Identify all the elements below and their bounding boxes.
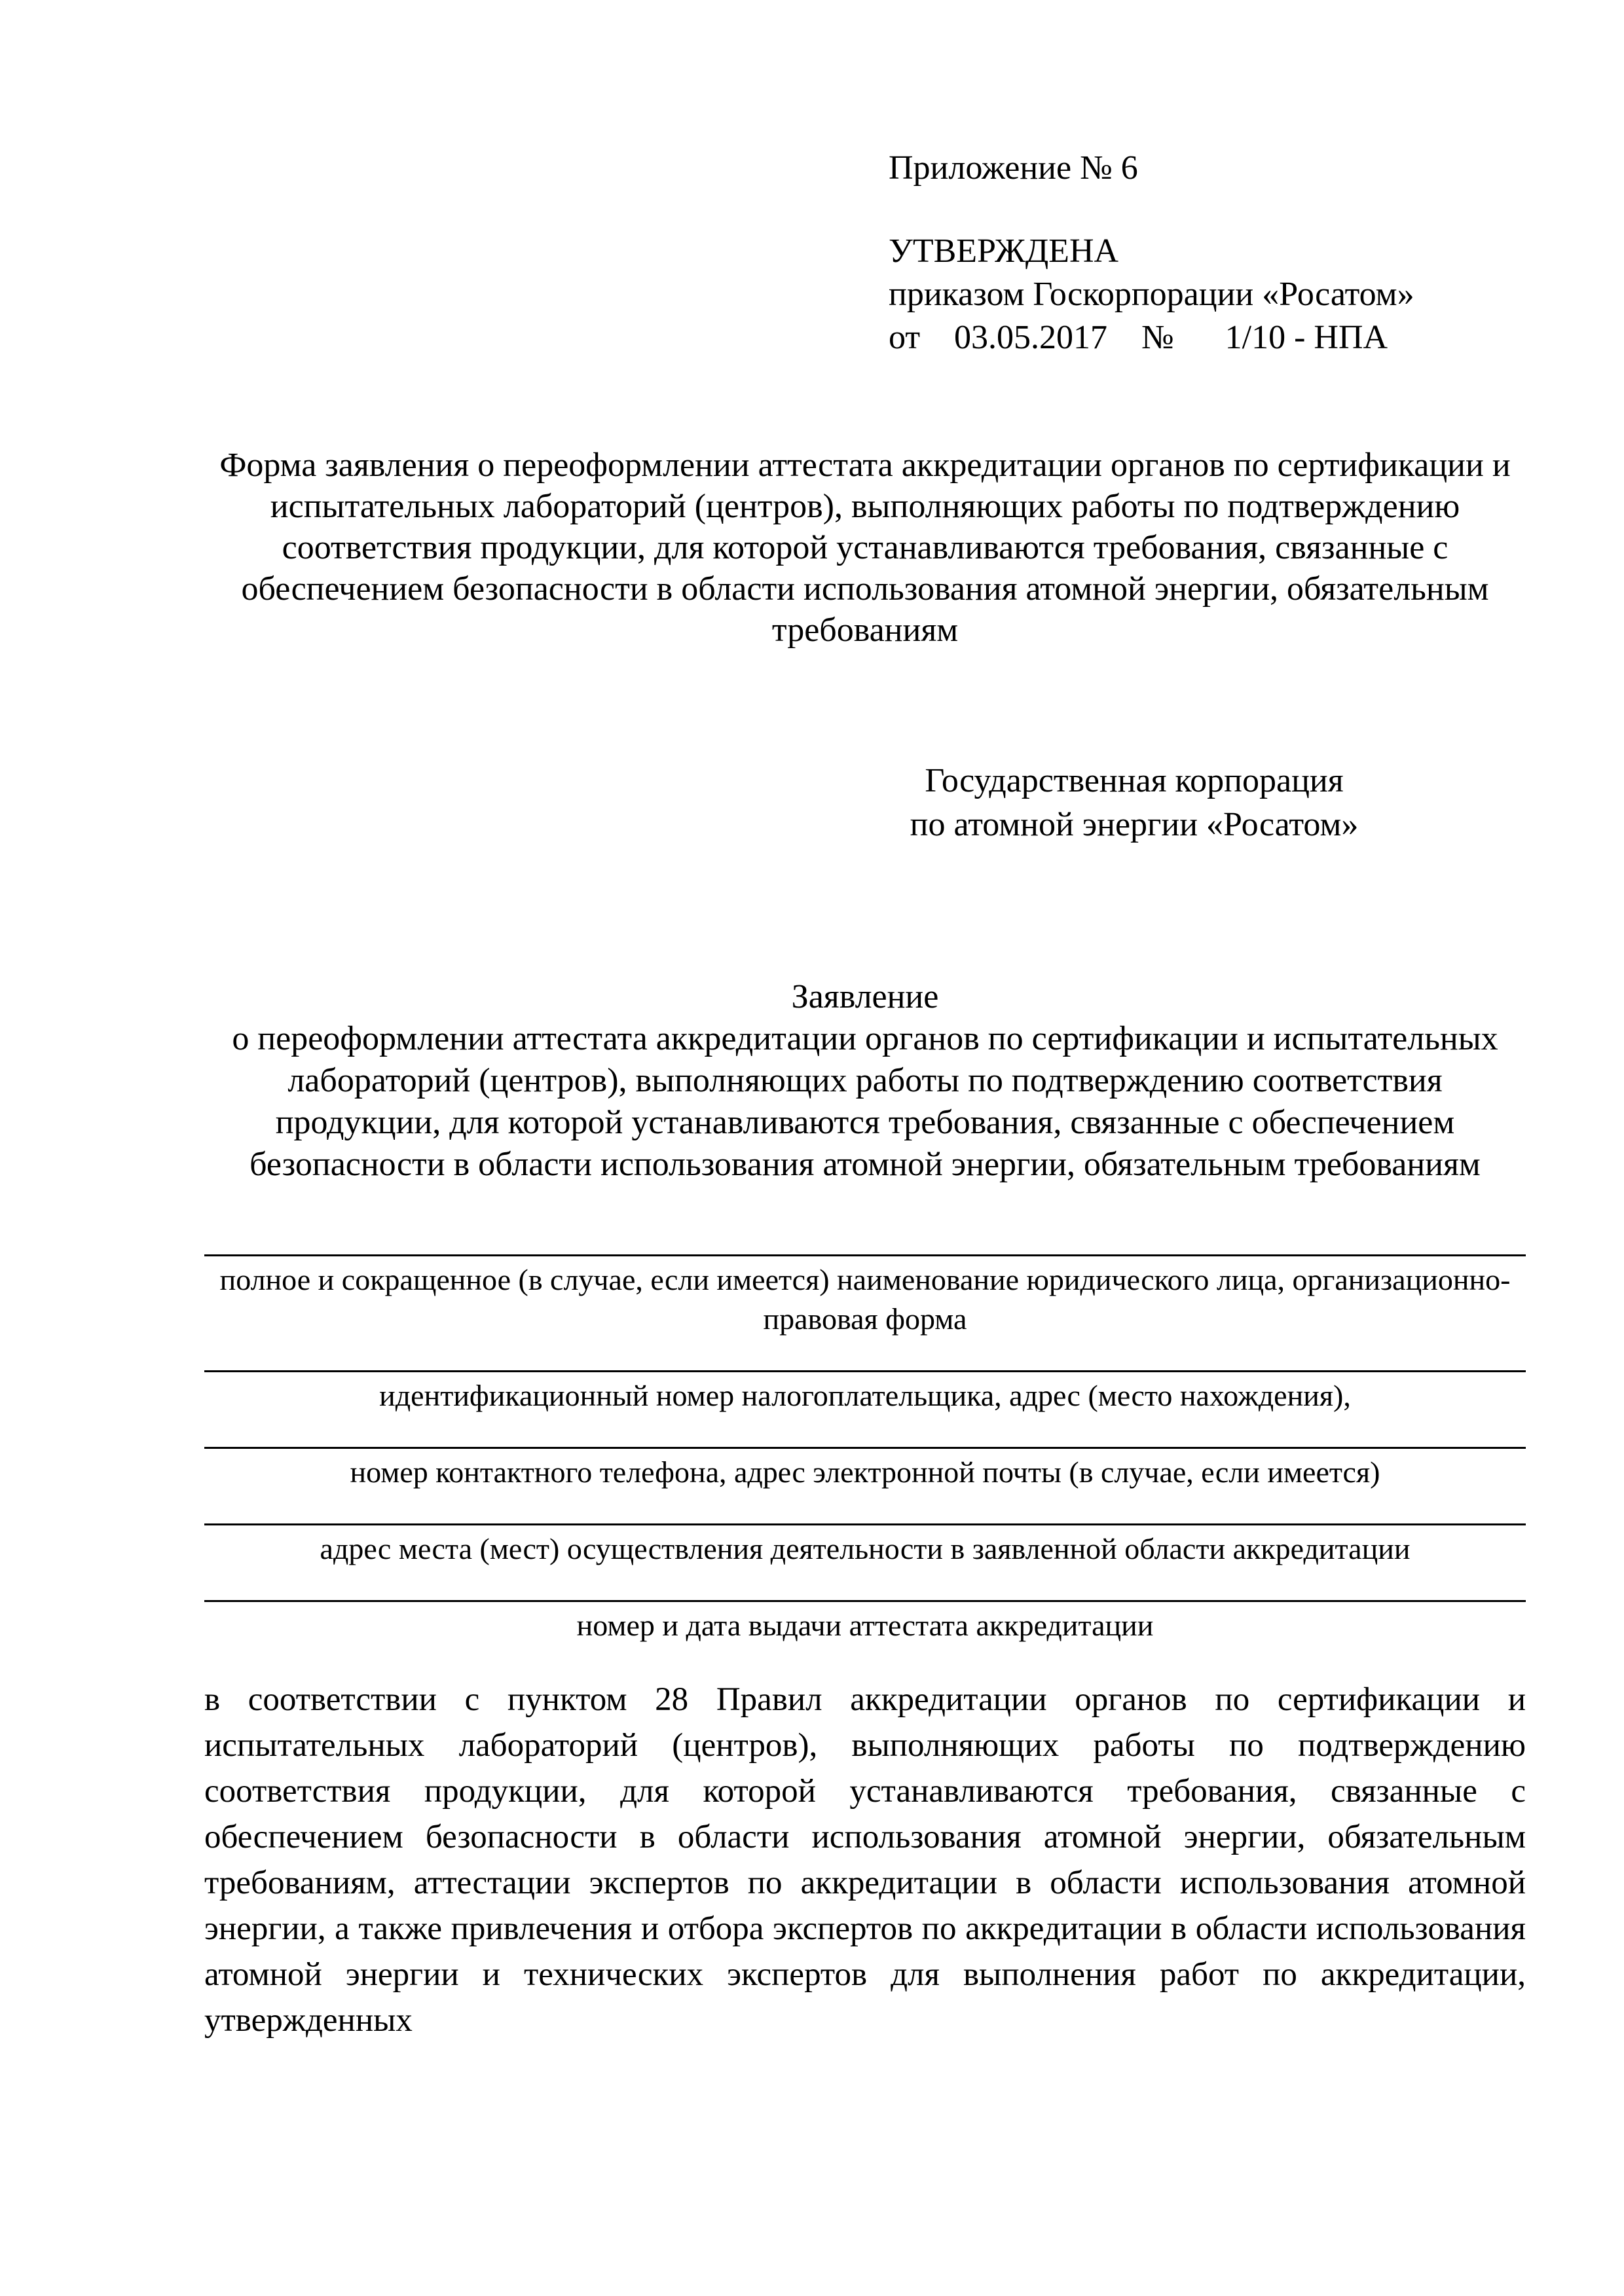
approval-title: УТВЕРЖДЕНА bbox=[889, 232, 1119, 270]
field-blank-line bbox=[204, 1370, 1526, 1372]
addressee-line-1: Государственная корпорация bbox=[925, 762, 1344, 799]
form-field-inn-address bbox=[204, 1370, 1526, 1415]
approval-block bbox=[889, 230, 1526, 359]
field-blank-line bbox=[204, 1254, 1526, 1256]
field-caption-legal-name: полное и сокращенное (в случае, если имеется) наименование юридического лица, организационно-правовая форма bbox=[219, 1263, 1511, 1336]
appendix-label: Приложение № 6 bbox=[889, 149, 1138, 187]
document-content bbox=[204, 147, 1526, 2043]
field-caption-certificate-number: номер и дата выдачи аттестата аккредитации bbox=[576, 1609, 1154, 1642]
field-blank-line bbox=[204, 1600, 1526, 1602]
addressee-block bbox=[866, 759, 1403, 847]
form-title: Форма заявления о переоформлении аттестата аккредитации органов по сертификации и испытательных лабораторий (центров), выполняющих работы по подтверждению соответствия продукции, для которой устанавливаются требования, связанные с обеспечением безопасности в области использования атомной энергии, обязательным требованиям bbox=[219, 446, 1511, 649]
form-field-legal-name bbox=[204, 1254, 1526, 1339]
body-paragraph: в соответствии с пунктом 28 Правил аккредитации органов по сертификации и испытательных лабораторий (центров), выполняющих работы по подтверждению соответствия продукции, для которой устанавливаются требования, связанные с обеспечением безопасности в области использования атомной энергии, обязательным требованиям, аттестации экспертов по аккредитации в области использования атомной энергии, а также привлечения и отбора экспертов по аккредитации в области использования атомной энергии и технических экспертов для выполнения работ по аккредитации, утвержденных bbox=[204, 1681, 1526, 2039]
field-caption-inn-address: идентификационный номер налогоплательщика, адрес (место нахождения), bbox=[379, 1379, 1351, 1412]
statement-block bbox=[204, 976, 1526, 1186]
statement-subtitle: о переоформлении аттестата аккредитации органов по сертификации и испытательных лабораторий (центров), выполняющих работы по подтверждению соответствия продукции, для которой устанавливаются требования, связанные с обеспечением безопасности в области использования атомной энергии, обязательным требованиям bbox=[232, 1020, 1498, 1183]
field-blank-line bbox=[204, 1523, 1526, 1525]
form-fields bbox=[204, 1254, 1526, 1645]
form-field-phone-email bbox=[204, 1447, 1526, 1492]
approval-by-line: приказом Госкорпорации «Росатом» bbox=[889, 276, 1414, 313]
field-blank-line bbox=[204, 1447, 1526, 1449]
form-field-certificate-number bbox=[204, 1600, 1526, 1645]
approval-order-line: от 03.05.2017 № 1/10 - НПА bbox=[889, 319, 1388, 356]
form-field-activity-address bbox=[204, 1523, 1526, 1569]
addressee-line-2: по атомной энергии «Росатом» bbox=[910, 806, 1359, 843]
field-caption-activity-address: адрес места (мест) осуществления деятельности в заявленной области аккредитации bbox=[320, 1532, 1411, 1565]
field-caption-phone-email: номер контактного телефона, адрес электронной почты (в случае, если имеется) bbox=[350, 1455, 1380, 1489]
statement-title: Заявление bbox=[791, 978, 939, 1015]
